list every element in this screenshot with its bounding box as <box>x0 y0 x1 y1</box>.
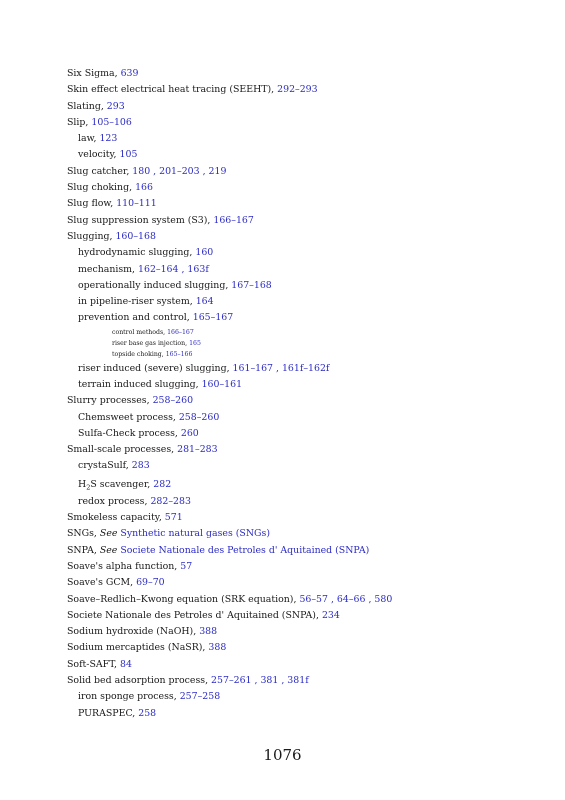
see-reference-label: See <box>99 528 118 540</box>
entry-term: mechanism, <box>78 263 139 275</box>
page-reference-link[interactable]: 165–167 <box>192 312 234 324</box>
entry-term: crystaSulf, <box>78 460 132 472</box>
index-subentry <box>67 494 547 510</box>
index-subentry <box>67 278 547 294</box>
entry-term: PURASPEC, <box>78 707 139 719</box>
index-list <box>67 66 547 722</box>
entry-term: law, <box>78 133 100 145</box>
index-subentry <box>67 310 547 326</box>
entry-term: hydrodynamic slugging, <box>78 247 196 259</box>
index-entry <box>67 526 547 542</box>
entry-term: Chemsweet process, <box>78 411 179 423</box>
entry-term: in pipeline-riser system, <box>78 296 196 308</box>
page-reference-link[interactable]: 110–111 <box>116 198 157 210</box>
entry-term: Slug suppression system (S3), <box>67 214 214 226</box>
page-reference-link[interactable]: 164 <box>195 296 214 308</box>
index-subentry <box>67 410 547 426</box>
entry-term: Sodium mercaptides (NaSR), <box>67 642 209 654</box>
entry-term: Slurry processes, <box>67 395 153 407</box>
cross-reference-link[interactable]: Synthetic natural gases (SNGs) <box>120 528 270 540</box>
page-reference-link[interactable]: 281–283 <box>177 444 218 456</box>
page-reference-link[interactable]: 258–260 <box>152 395 194 407</box>
index-entry <box>67 442 547 458</box>
index-subentry <box>67 377 547 393</box>
page-reference-link[interactable]: 56–57 , 64–66 , 580 <box>299 593 393 605</box>
page-reference-link[interactable]: 167–168 <box>231 279 272 291</box>
entry-term: Sodium hydroxide (NaOH), <box>67 626 200 638</box>
entry-term: Solid bed adsorption process, <box>67 674 212 686</box>
index-entry <box>67 99 547 115</box>
page-reference-link[interactable]: 258–260 <box>178 411 220 423</box>
entry-term: prevention and control, <box>78 312 193 324</box>
entry-term: Soave's alpha function, <box>67 560 181 572</box>
cross-reference-link[interactable]: Societe Nationale des Petroles d' Aquitained (SNPA) <box>120 544 370 556</box>
index-subentry <box>67 458 547 474</box>
index-entry <box>67 624 547 640</box>
entry-term: operationally induced slugging, <box>78 279 232 291</box>
index-entry <box>67 510 547 526</box>
entry-term: riser induced (severe) slugging, <box>78 362 233 374</box>
page-reference-link[interactable]: 165 <box>189 340 201 348</box>
page-reference-link[interactable]: 57 <box>180 560 193 572</box>
index-entry <box>67 575 547 591</box>
entry-term: Small-scale processes, <box>67 444 178 456</box>
page-reference-link[interactable]: 388 <box>208 642 227 654</box>
page-reference-link[interactable]: 282 <box>153 478 172 490</box>
index-entry <box>67 196 547 212</box>
index-subsubentry <box>67 327 547 338</box>
entry-term: Slug catcher, <box>67 165 133 177</box>
page-reference-link[interactable]: 260 <box>180 427 199 439</box>
page-reference-link[interactable]: 166 <box>135 182 153 194</box>
entry-term: Smokeless capacity, <box>67 512 165 524</box>
page-reference-link[interactable]: 282–283 <box>150 495 191 507</box>
page-reference-link[interactable]: 69–70 <box>136 577 165 589</box>
page-number: 1076 <box>263 746 302 764</box>
page-reference-link[interactable]: 84 <box>120 658 132 670</box>
entry-term: redox process, <box>78 495 151 507</box>
page-reference-link[interactable]: 166–167 <box>213 214 254 226</box>
entry-term: Six Sigma, <box>67 68 121 79</box>
entry-term: terrain induced slugging, <box>78 378 202 390</box>
index-subentry <box>67 147 547 163</box>
index-entry <box>67 640 547 656</box>
entry-term: topside choking, <box>112 351 166 359</box>
index-subentry <box>67 689 547 705</box>
index-entry <box>67 608 547 624</box>
page-reference-link[interactable]: 292–293 <box>277 84 318 96</box>
index-entry <box>67 164 547 180</box>
index-entry <box>67 543 547 559</box>
index-entry <box>67 213 547 229</box>
page-reference-link[interactable]: 571 <box>164 512 183 524</box>
index-subentry <box>67 426 547 442</box>
page-reference-link[interactable]: 160 <box>195 247 214 259</box>
index-entry <box>67 657 547 673</box>
page-reference-link[interactable]: 165–166 <box>165 351 193 359</box>
entry-term-continued: S scavenger, <box>90 478 154 490</box>
entry-term: Soft-SAFT, <box>67 658 121 670</box>
index-subentry <box>67 361 547 377</box>
entry-subscript: 2 <box>86 483 91 492</box>
entry-term: velocity, <box>78 149 120 161</box>
entry-term: Sulfa-Check process, <box>78 427 181 439</box>
index-subentry <box>67 294 547 310</box>
index-subsubentry <box>67 338 547 349</box>
page-reference-link[interactable]: 234 <box>321 609 340 621</box>
index-entry <box>67 82 547 98</box>
entry-term: iron sponge process, <box>78 691 180 703</box>
page-reference-link[interactable]: 105 <box>119 149 138 161</box>
entry-term: Slating, <box>67 100 107 112</box>
entry-term: SNGs, <box>67 528 100 540</box>
page-reference-link[interactable]: 283 <box>131 460 150 472</box>
entry-term: Slip, <box>67 116 92 128</box>
index-entry <box>67 229 547 245</box>
page-reference-link[interactable]: 123 <box>99 133 118 145</box>
entry-term: Societe Nationale des Petroles d' Aquitained (SNPA), <box>67 609 322 621</box>
entry-term: control methods, <box>112 328 168 336</box>
page-reference-link[interactable]: 388 <box>199 626 218 638</box>
page-reference-link[interactable]: 160–161 <box>201 378 243 390</box>
index-subsubentry <box>67 349 547 360</box>
page-reference-link[interactable]: 161–167 , 161f–162f <box>232 362 330 374</box>
index-entry <box>67 66 547 82</box>
entry-term: riser base gas injection, <box>112 340 190 348</box>
page-reference-link[interactable]: 160–168 <box>115 230 156 242</box>
see-reference-label: See <box>99 544 118 556</box>
page-reference-link[interactable]: 293 <box>106 100 125 112</box>
page-reference-link[interactable]: 257–258 <box>179 691 221 703</box>
index-subentry <box>67 706 547 722</box>
index-subentry <box>67 262 547 278</box>
entry-term: H <box>78 478 87 490</box>
index-entry <box>67 559 547 575</box>
page-reference-link[interactable]: 180 , 201–203 , 219 <box>132 165 227 177</box>
index-entry <box>67 115 547 131</box>
page-reference-link[interactable]: 639 <box>120 68 139 79</box>
index-entry <box>67 180 547 196</box>
index-entry <box>67 592 547 608</box>
entry-term: Soave's GCM, <box>67 577 137 589</box>
index-entry <box>67 393 547 409</box>
entry-term: SNPA, <box>67 544 100 556</box>
index-subentry <box>67 131 547 147</box>
index-subentry <box>67 475 547 494</box>
page-reference-link[interactable]: 258 <box>138 707 157 719</box>
entry-term: Slug choking, <box>67 182 136 194</box>
page-reference-link[interactable]: 166–167 <box>167 328 194 336</box>
entry-term: Slugging, <box>67 230 116 242</box>
index-entry <box>67 673 547 689</box>
page-reference-link[interactable]: 162–164 , 163f <box>138 263 209 275</box>
page-reference-link[interactable]: 257–261 , 381 , 381f <box>211 674 309 686</box>
entry-term: Soave–Redlich–Kwong equation (SRK equation), <box>67 593 300 605</box>
entry-term: Skin effect electrical heat tracing (SEEHT), <box>67 84 278 96</box>
page-reference-link[interactable]: 105–106 <box>91 116 132 128</box>
index-subentry <box>67 245 547 261</box>
entry-term: Slug flow, <box>67 198 117 210</box>
